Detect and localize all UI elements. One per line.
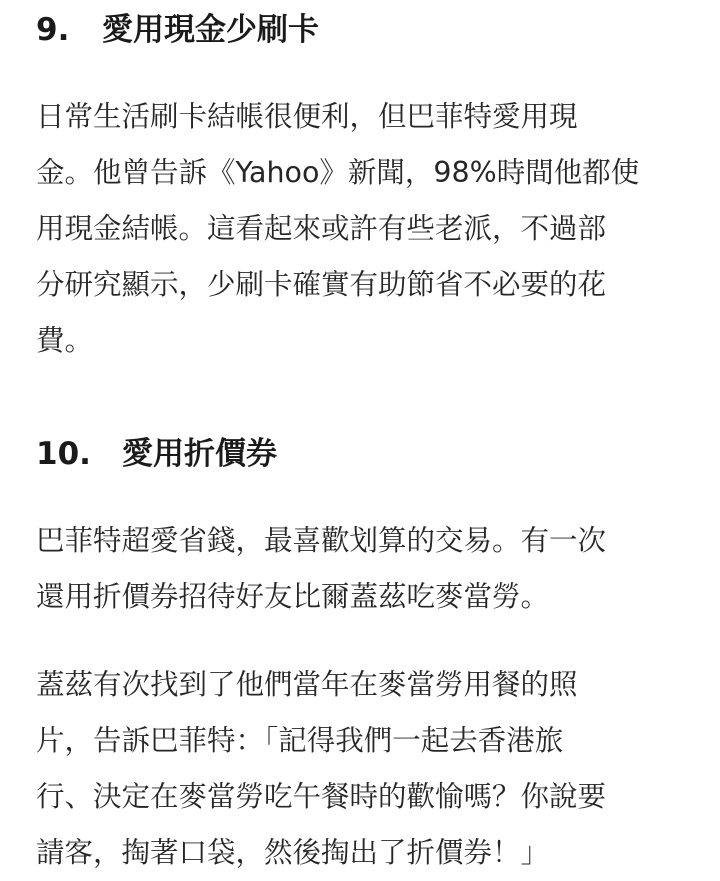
paragraph-line: 金。他曾告訴《Yahoo》新聞，98%時間他都使 <box>36 156 640 189</box>
section-heading-10 <box>36 434 277 474</box>
paragraph-line: 請客，掏著口袋，然後掏出了折價券！」 <box>36 836 550 869</box>
paragraph-line: 巴菲特超愛省錢，最喜歡划算的交易。有一次 <box>36 524 607 557</box>
paragraph-line: 分研究顯示，少刷卡確實有助節省不必要的花 <box>36 268 607 301</box>
paragraph-line: 片，告訴巴菲特：「記得我們一起去香港旅 <box>36 724 564 757</box>
section-number: 10. <box>36 436 91 472</box>
paragraph <box>36 89 639 369</box>
paragraph-line: 用現金結帳。這看起來或許有些老派，不過部 <box>36 212 607 245</box>
paragraph <box>36 513 606 625</box>
paragraph-line: 蓋茲有次找到了他們當年在麥當勞用餐的照 <box>36 668 578 701</box>
section-heading-9 <box>36 10 319 50</box>
section-number: 9. <box>36 12 70 48</box>
section-title: 愛用現金少刷卡 <box>102 12 319 48</box>
paragraph-line: 還用折價券招待好友比爾蓋茲吃麥當勞。 <box>36 580 550 613</box>
paragraph-line: 費。 <box>36 324 94 357</box>
paragraph <box>36 657 606 881</box>
section-title: 愛用折價券 <box>122 436 277 472</box>
paragraph-line: 行、決定在麥當勞吃午餐時的歡愉嗎？你說要 <box>36 780 607 813</box>
paragraph-line: 日常生活刷卡結帳很便利，但巴菲特愛用現 <box>36 100 578 133</box>
